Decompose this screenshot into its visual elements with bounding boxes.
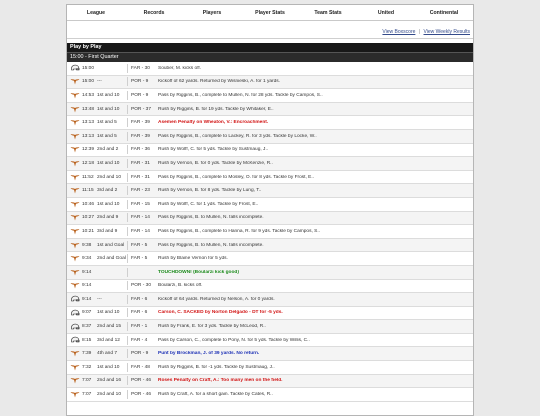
- play-position: FAR - 48: [131, 364, 150, 370]
- nav-item-records[interactable]: Records: [143, 9, 165, 16]
- play-time: 13:48: [82, 106, 95, 112]
- play-row: [67, 171, 473, 185]
- play-description: Rush by Wolff, C. for 1 yds. Tackle by Frost, E..: [158, 201, 259, 207]
- play-position: FAR - 39: [131, 120, 150, 126]
- play-description: TOUCHDOWN! (Boularzi kick good): [158, 269, 239, 275]
- play-description: Kickoff of 64 yards. Returned by Nelson, A. for 0 yards.: [158, 296, 275, 302]
- play-description: Rush by Riggins, B. for -1 yds. Tackle by Sustmaug, J..: [158, 364, 275, 370]
- play-row: [67, 157, 473, 171]
- play-description: Rush by Vernon, B. for 0 yds. Tackle by McKenzie, R..: [158, 160, 273, 166]
- play-time: 9:14: [82, 269, 92, 275]
- play-position: POR - 9: [131, 79, 149, 85]
- play-time: 8:37: [82, 324, 92, 330]
- play-time: 11:52: [82, 174, 94, 180]
- play-row: [67, 225, 473, 239]
- play-position: FAR - 36: [131, 147, 150, 153]
- play-row: [67, 252, 473, 266]
- longhorn-icon: [67, 389, 82, 401]
- nav-item-player-stats[interactable]: Player Stats: [255, 9, 285, 16]
- play-down: 1st and 10: [97, 364, 120, 370]
- play-position: POR - 46: [131, 378, 151, 384]
- play-row: [67, 130, 473, 144]
- column-divider: [127, 390, 128, 399]
- top-navigation: [67, 5, 473, 21]
- column-divider: [127, 227, 128, 236]
- play-position: FAR - 23: [131, 188, 150, 194]
- play-description: Rush by Wolff, C. for 5 yds. Tackle by Sustmaug, J..: [158, 147, 269, 153]
- column-divider: [127, 145, 128, 154]
- helmet-icon: [67, 334, 82, 346]
- play-row: [67, 198, 473, 212]
- quarter-header: 15:00 - First Quarter: [67, 53, 473, 62]
- play-time: 15:00: [82, 79, 95, 85]
- play-row: [67, 388, 473, 402]
- longhorn-icon: [67, 144, 82, 156]
- column-divider: [127, 336, 128, 345]
- play-list: [67, 62, 473, 402]
- longhorn-icon: [67, 185, 82, 197]
- play-down: ---: [97, 296, 102, 302]
- play-row: [67, 293, 473, 307]
- play-description: Rush by Riggins, B. for 19 yds. Tackle by Whitaker, E..: [158, 106, 274, 112]
- play-row: [67, 239, 473, 253]
- play-description: Pass by Riggins, B. to Mullen, N. falls incomplete.: [158, 215, 264, 221]
- play-description: Rush by Craft, A. for a short gain. Tackle by Cates, R..: [158, 392, 273, 398]
- play-position: FAR - 6: [131, 296, 148, 302]
- longhorn-icon: [67, 89, 82, 101]
- play-down: 2nd and 16: [97, 378, 122, 384]
- play-down: 2nd and Goal: [97, 256, 126, 262]
- play-position: FAR - 39: [131, 133, 150, 139]
- results-links: [67, 27, 473, 38]
- column-divider: [127, 132, 128, 141]
- column-divider: [127, 105, 128, 114]
- column-divider: [127, 322, 128, 331]
- longhorn-icon: [67, 103, 82, 115]
- play-row: [67, 307, 473, 321]
- helmet-icon: [67, 62, 82, 74]
- play-time: 15:00: [82, 65, 95, 71]
- play-position: FAR - 15: [131, 201, 150, 207]
- play-description: Boularzi, B. kicks off.: [158, 283, 203, 289]
- column-divider: [127, 77, 128, 86]
- longhorn-icon: [67, 239, 82, 251]
- longhorn-icon: [67, 375, 82, 387]
- play-description: Pass by Riggins, B., complete to Lackey, R. for 3 yds. Tackle by Locke, W..: [158, 133, 317, 139]
- play-down: 1st and 5: [97, 133, 117, 139]
- column-divider: [127, 91, 128, 100]
- play-position: FAR - 31: [131, 160, 150, 166]
- play-position: POR - 46: [131, 392, 151, 398]
- play-time: 7:39: [82, 351, 92, 357]
- play-position: FAR - 5: [131, 242, 148, 248]
- longhorn-icon: [67, 157, 82, 169]
- play-time: 11:15: [82, 188, 94, 194]
- play-down: 3rd and 2: [97, 188, 118, 194]
- play-position: FAR - 6: [131, 310, 148, 316]
- play-row: [67, 266, 473, 280]
- play-position: POR - 9: [131, 92, 149, 98]
- play-position: FAR - 30: [131, 65, 150, 71]
- play-down: 2nd and 9: [97, 215, 119, 221]
- column-divider: [127, 213, 128, 222]
- longhorn-icon: [67, 212, 82, 224]
- longhorn-icon: [67, 266, 82, 278]
- play-position: POR - 9: [131, 351, 149, 357]
- play-down: 2nd and 10: [97, 174, 122, 180]
- play-time: 10:46: [82, 201, 95, 207]
- column-divider: [127, 159, 128, 168]
- play-position: FAR - 14: [131, 228, 150, 234]
- play-time: 7:32: [82, 364, 92, 370]
- longhorn-icon: [67, 130, 82, 142]
- column-divider: [127, 64, 128, 73]
- longhorn-icon: [67, 361, 82, 373]
- column-divider: [127, 349, 128, 358]
- longhorn-icon: [67, 76, 82, 88]
- play-row: [67, 361, 473, 375]
- view-weekly-results-link[interactable]: View Weekly Results: [423, 29, 470, 35]
- column-divider: [127, 173, 128, 182]
- play-description: Souber, M. kicks off.: [158, 65, 202, 71]
- helmet-icon: [67, 321, 82, 333]
- play-description: Pass by Riggins, B., complete to Mosley, O. for 8 yds. Tackle by Frost, E..: [158, 174, 315, 180]
- play-row: [67, 320, 473, 334]
- play-position: FAR - 5: [131, 256, 148, 262]
- play-time: 9:07: [82, 310, 92, 316]
- play-description: Rush by Blaine Vernon for 5 yds.: [158, 256, 228, 262]
- play-down: 4th and 7: [97, 351, 118, 357]
- play-time: 9:34: [82, 256, 92, 262]
- play-description: Kickoff of 62 yards. Returned by Wisnieski, A. for 1 yards.: [158, 79, 281, 85]
- column-divider: [127, 363, 128, 372]
- play-description: Pass by Riggins, B., complete to Mullen, N. for 28 yds. Tackle by Campos, S..: [158, 92, 323, 98]
- play-time: 8:15: [82, 337, 92, 343]
- play-description: Pass by Riggins, B. to Mullen, N. falls incomplete.: [158, 242, 264, 248]
- longhorn-icon: [67, 348, 82, 360]
- column-divider: [127, 308, 128, 317]
- play-position: FAR - 4: [131, 337, 148, 343]
- longhorn-icon: [67, 117, 82, 129]
- play-time: 13:13: [82, 120, 95, 126]
- link-separator: |: [418, 29, 421, 35]
- play-time: 9:14: [82, 296, 92, 302]
- play-row: [67, 116, 473, 130]
- play-row: [67, 212, 473, 226]
- longhorn-icon: [67, 198, 82, 210]
- play-description: Pass by Riggins, B., complete to Hanna, R. for 9 yds. Tackle by Campos, S..: [158, 228, 321, 234]
- play-description: Pass by Carson, C., complete to Pony, N. for 5 yds. Tackle by Willis, C..: [158, 337, 310, 343]
- play-time: 10:27: [82, 215, 95, 221]
- nav-item-united[interactable]: United: [377, 9, 395, 16]
- play-row: [67, 144, 473, 158]
- play-by-play-title: Play by Play: [67, 43, 473, 53]
- play-position: FAR - 14: [131, 215, 150, 221]
- play-position: FAR - 1: [131, 324, 148, 330]
- column-divider: [127, 295, 128, 304]
- play-time: 12:39: [82, 147, 95, 153]
- play-row: [67, 375, 473, 389]
- play-down: 1st and 10: [97, 92, 120, 98]
- play-down: 1st and 10: [97, 160, 120, 166]
- play-down: 2nd and 10: [97, 392, 122, 398]
- play-down: ---: [97, 79, 102, 85]
- nav-item-team-stats[interactable]: Team Stats: [314, 9, 342, 16]
- column-divider: [127, 376, 128, 385]
- play-time: 13:13: [82, 133, 95, 139]
- play-position: POR - 37: [131, 106, 151, 112]
- column-divider: [127, 118, 128, 127]
- play-time: 9:38: [82, 242, 92, 248]
- play-time: 12:18: [82, 160, 95, 166]
- play-description: Punt by Brockman, J. of 39 yards. No return.: [158, 351, 260, 357]
- column-divider: [127, 281, 128, 290]
- play-description: Carson, C. SACKED by Norton Delgado - DT for -5 yds.: [158, 310, 283, 316]
- play-time: 14:53: [82, 92, 95, 98]
- column-divider: [127, 186, 128, 195]
- nav-item-continental[interactable]: Continental: [429, 9, 459, 16]
- play-position: POR - 30: [131, 283, 151, 289]
- nav-item-league[interactable]: League: [86, 9, 106, 16]
- play-description: Roses Penalty on Craft, A.: Too many men on the field.: [158, 378, 283, 384]
- play-row: [67, 280, 473, 294]
- play-down: 3rd and 12: [97, 337, 120, 343]
- play-row: [67, 184, 473, 198]
- play-down: 1st and 10: [97, 310, 120, 316]
- play-row: [67, 334, 473, 348]
- play-down: 1st and 10: [97, 106, 120, 112]
- play-description: Asemen Penalty on Wheaton, V.: Encroachment.: [158, 120, 269, 126]
- play-down: 1st and 10: [97, 201, 120, 207]
- longhorn-icon: [67, 171, 82, 183]
- play-description: Rush by Vernon, B. for 8 yds. Tackle by Lung, T..: [158, 188, 262, 194]
- play-row: [67, 76, 473, 90]
- play-time: 7:07: [82, 392, 92, 398]
- longhorn-icon: [67, 225, 82, 237]
- play-description: Rush by Frank, E. for 3 yds. Tackle by McLeod, R..: [158, 324, 266, 330]
- column-divider: [127, 241, 128, 250]
- column-divider: [127, 268, 128, 277]
- longhorn-icon: [67, 253, 82, 265]
- play-row: [67, 62, 473, 76]
- play-row: [67, 103, 473, 117]
- column-divider: [127, 254, 128, 263]
- play-time: 9:14: [82, 283, 92, 289]
- play-down: 2nd and 2: [97, 147, 119, 153]
- view-boxscore-link[interactable]: View Boxscore: [382, 29, 416, 35]
- helmet-icon: [67, 293, 82, 305]
- page-container: [66, 4, 474, 416]
- play-down: 1st and Goal: [97, 242, 125, 248]
- helmet-icon: [67, 307, 82, 319]
- play-row: [67, 89, 473, 103]
- divider: [67, 38, 473, 39]
- play-down: 3rd and 9: [97, 228, 118, 234]
- column-divider: [127, 200, 128, 209]
- play-position: FAR - 31: [131, 174, 150, 180]
- play-time: 10:21: [82, 228, 95, 234]
- play-time: 7:07: [82, 378, 92, 384]
- nav-item-players[interactable]: Players: [202, 9, 222, 16]
- play-down: 2nd and 15: [97, 324, 122, 330]
- play-down: 1st and 5: [97, 120, 117, 126]
- play-row: [67, 347, 473, 361]
- longhorn-icon: [67, 280, 82, 292]
